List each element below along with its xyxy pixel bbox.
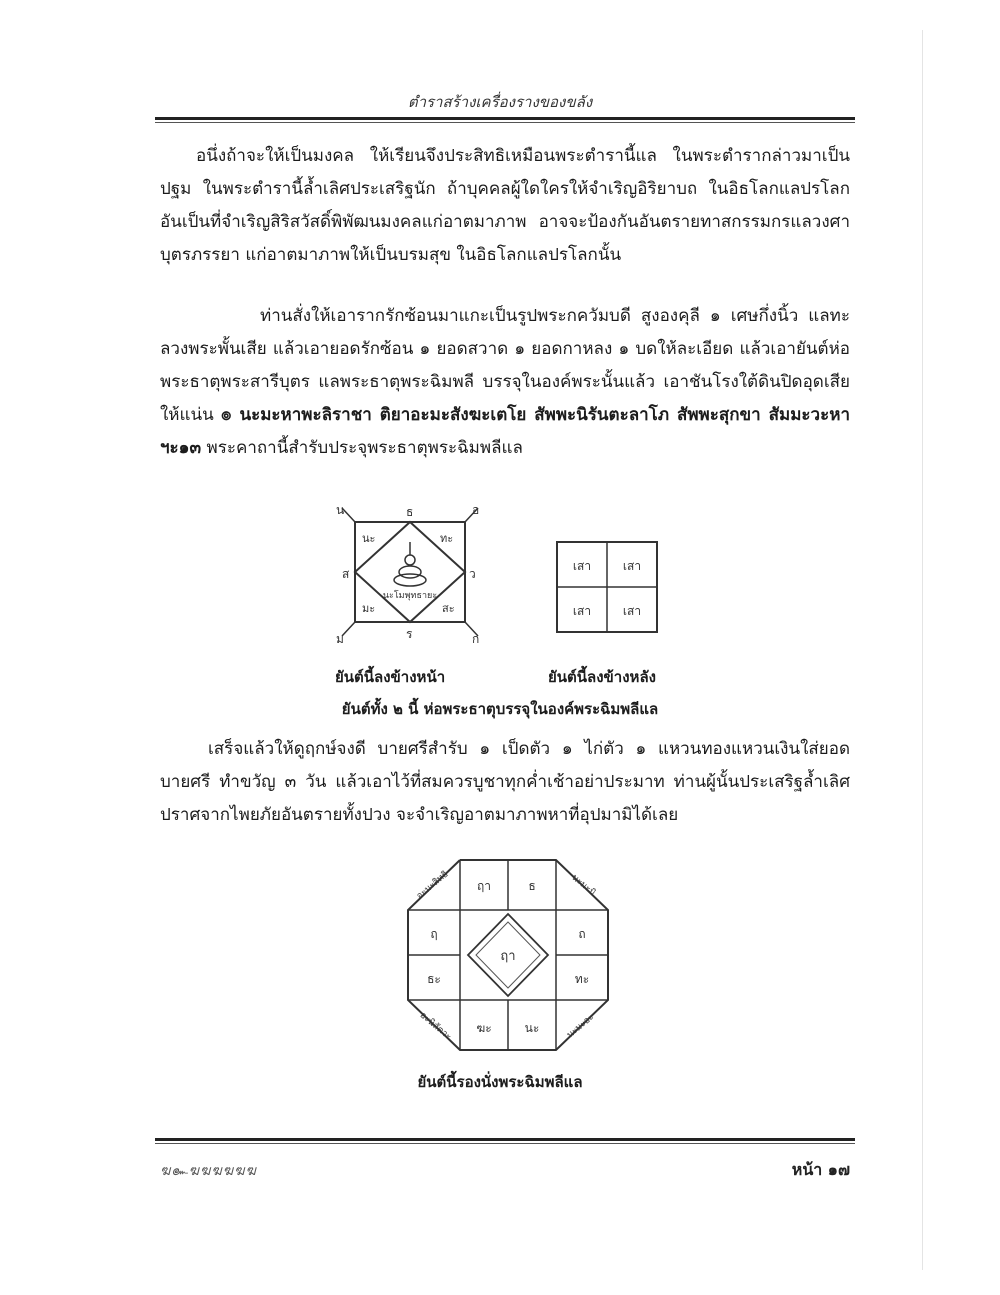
- yantra-back-cell-4: เสา: [622, 604, 642, 618]
- yantra-seat-edge-left-top: อะมะสิทธิ: [414, 869, 451, 902]
- footer-rule: [155, 1138, 855, 1141]
- caption-seat-yantra: ยันต์นี้รองนั่งพระฉิมพลีแล: [417, 1073, 583, 1091]
- running-header: ตำราสร้างเครื่องรางของขลัง: [407, 93, 593, 111]
- yantra-seat-cell-1: ฤา: [476, 879, 492, 893]
- yantra-back-cell-1: เสา: [572, 559, 592, 573]
- incantation-text: ๏ นะมะหาพะลิราชา ติยาอะมะสังฆะเตโย สัพพะนิรันตะลาโภ สัพพะสุกขา สัมมะวะหา ฯะ๑๓: [160, 405, 850, 458]
- yantra-seat-cell-4: ถ: [578, 927, 586, 941]
- paragraph-2-text: ท่านสั่งให้เอารากรักซ้อนมาแกะเป็นรูปพระกควัมบดี สูงองคุลี ๑ เศษกึ่งนิ้ว แลทะลวงพระพั้นเสีย แล้วเอายอดรักซ้อน ๑ ยอดสวาด ๑ ยอดกาหลง ๑ บดให้ละเอียด แล้วเอายันต์ห่อพระธาตุพระสารีบุตร แลพระธาตุพระฉิมพลี บรรจุในองค์พระนั้นแล้ว เอาชันโรงใต้ดินปิดอุดเสียให้แน่น: [160, 306, 850, 425]
- yantra-back-cell-2: เสา: [622, 559, 642, 573]
- yantra-seat-cell-8: นะ: [524, 1021, 540, 1035]
- caption-both-yantras: ยันต์ทั้ง ๒ นี้ ห่อพระธาตุบรรจุในองค์พระฉิมพลีแล: [341, 700, 659, 718]
- page-number: หน้า ๑๗: [791, 1160, 850, 1179]
- yantra-seat-edge-left-bottom: อะนิสัตวะ: [417, 1010, 453, 1043]
- yantra-seat-cell-6: ทะ: [574, 972, 590, 986]
- yantra-seat-cell-7: ฆะ: [476, 1021, 492, 1035]
- yantra-seat-center: ฤา: [500, 949, 516, 964]
- paragraph-1: อนึ่งถ้าจะให้เป็นมงคล ให้เรียนจึงประสิทธิเหมือนพระตำรานี้แล ในพระตำรากล่าวมาเป็นปฐม ในพระตำรานี้ล้ำเลิศประเสริฐนัก ถ้าบุคคลผู้ใดใครให้จำเริญอิริยาบถ ในอิธโลกแลปรโลก อันเป็นที่จำเริญสิริสวัสดิ์พิพัฒนมงคลแก่อาตมาภาพ อาจจะป้องกันอันตรายทาสกรรมกรแลวงศาบุตรภรรยา แก่อาตมาภาพให้เป็นบรมสุข ในอิธโลกแลปรโลกนั้น: [160, 146, 850, 265]
- yantra-seat-cell-3: ฤ: [430, 927, 438, 941]
- yantra-front-center-text: นะโมพุทธายะ: [382, 591, 438, 601]
- header-rule-thin: [155, 122, 855, 123]
- paragraph-3: เสร็จแล้วให้ดูฤกษ์จงดี บายศรีสำรับ ๑ เป็ดตัว ๑ ไก่ตัว ๑ แหวนทองแหวนเงินใส่ยอดบายศรี ทำขวัญ ๓ วัน แล้วเอาไว้ที่สมควรบูชาทุกค่ำเช้าอย่าประมาท ท่านผู้นั้นประเสริฐล้ำเลิศ ปราศจากไพยภัยอันตรายทั้งปวง จะจำเริญอาตมาภาพหาที่อุปมามิได้เลย: [160, 739, 850, 825]
- yantra-front-corner-2: อ: [472, 503, 480, 517]
- yantra-front-diagram: [330, 500, 490, 645]
- yantra-front-inner-3: มะ: [362, 602, 376, 615]
- yantra-front-side-top: ธ: [406, 505, 414, 519]
- footer-signature: ฆ๛ฆฆฆฆฆฆ: [160, 1163, 257, 1179]
- yantra-back-cell-3: เสา: [572, 604, 592, 618]
- footer-rule-thin: [155, 1143, 855, 1144]
- paragraph-2-tail: พระคาถานี้สำรับประจุพระธาตุพระฉิมพลีแล: [206, 438, 523, 458]
- yantra-seat-cell-2: ธ: [528, 879, 536, 893]
- yantra-front-side-bottom: ร: [406, 627, 413, 641]
- yantra-front-side-right: ว: [469, 567, 476, 581]
- yantra-seat-edge-right-bottom: นะมะอะ: [565, 1012, 597, 1041]
- caption-back-yantra: ยันต์นี้ลงข้างหลัง: [548, 668, 656, 686]
- yantra-front-corner-4: ก: [472, 632, 480, 646]
- yantra-front-inner-4: สะ: [442, 602, 455, 615]
- yantra-front-corner-1: น: [336, 503, 345, 517]
- caption-front-yantra: ยันต์นี้ลงข้างหน้า: [335, 668, 446, 686]
- paragraph-2: [160, 300, 850, 465]
- yantra-front-corner-3: ม: [336, 632, 344, 646]
- yantra-seat-cell-5: ธะ: [427, 972, 441, 986]
- yantra-front-inner-2: ทะ: [440, 532, 454, 545]
- yantra-seat-diagram: [398, 852, 618, 1057]
- yantra-front-inner-1: นะ: [362, 532, 376, 545]
- yantra-back-diagram: [555, 540, 660, 635]
- yantra-front-side-left: ส: [342, 567, 350, 581]
- yantra-seat-edge-right-top: นะมะมิ: [569, 872, 598, 899]
- header-rule: [155, 117, 855, 120]
